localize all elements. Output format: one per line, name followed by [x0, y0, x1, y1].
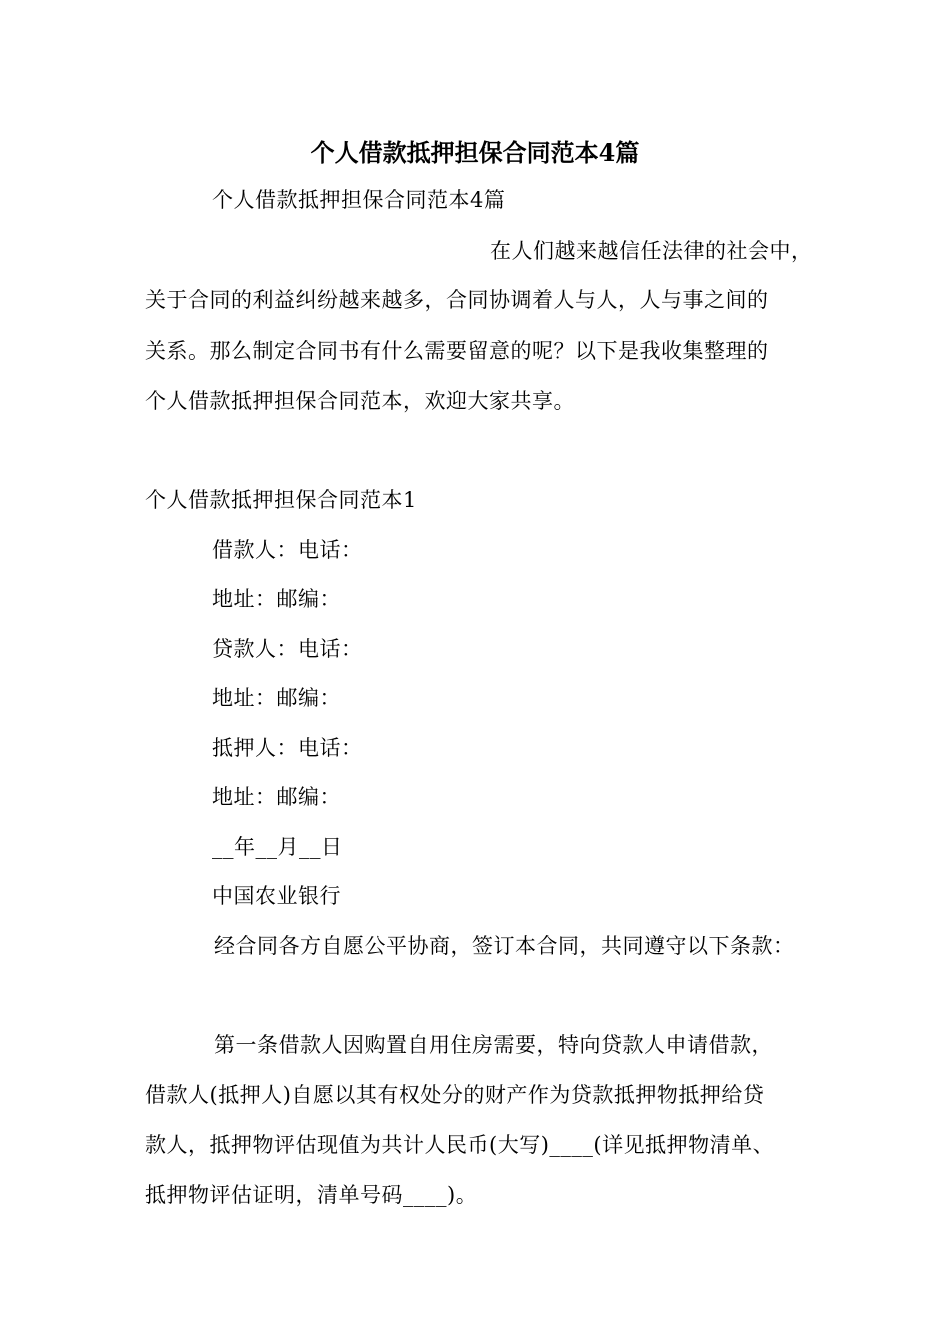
date-line: __年__月__日	[212, 835, 343, 859]
field-line: 地址：邮编：	[212, 785, 341, 809]
article-line: 第一条借款人因购置自用住房需要，特向贷款人申请借款，	[214, 1033, 773, 1057]
bank-name: 中国农业银行	[212, 884, 341, 908]
agreement-line: 经合同各方自愿公平协商，签订本合同，共同遵守以下条款：	[214, 934, 795, 958]
document-subtitle: 个人借款抵押担保合同范本4篇	[212, 188, 506, 212]
article-line: 款人，抵押物评估现值为共计人民币(大写)____(详见抵押物清单、	[145, 1133, 775, 1157]
intro-line: 关系。那么制定合同书有什么需要留意的呢？以下是我收集整理的	[145, 339, 769, 363]
article-line: 借款人(抵押人)自愿以其有权处分的财产作为贷款抵押物抵押给贷	[145, 1083, 765, 1107]
field-line: 贷款人：电话：	[212, 637, 363, 661]
document-title: 个人借款抵押担保合同范本4篇	[310, 138, 640, 167]
article-line: 抵押物评估证明，清单号码____)。	[145, 1183, 478, 1207]
intro-line: 关于合同的利益纠纷越来越多，合同协调着人与人，人与事之间的	[145, 288, 769, 312]
field-line: 地址：邮编：	[212, 587, 341, 611]
intro-line: 在人们越来越信任法律的社会中，	[490, 239, 813, 263]
field-line: 抵押人：电话：	[212, 736, 363, 760]
intro-line: 个人借款抵押担保合同范本，欢迎大家共享。	[145, 389, 575, 413]
field-line: 借款人：电话：	[212, 538, 363, 562]
section-heading: 个人借款抵押担保合同范本1	[145, 488, 417, 512]
field-line: 地址：邮编：	[212, 686, 341, 710]
